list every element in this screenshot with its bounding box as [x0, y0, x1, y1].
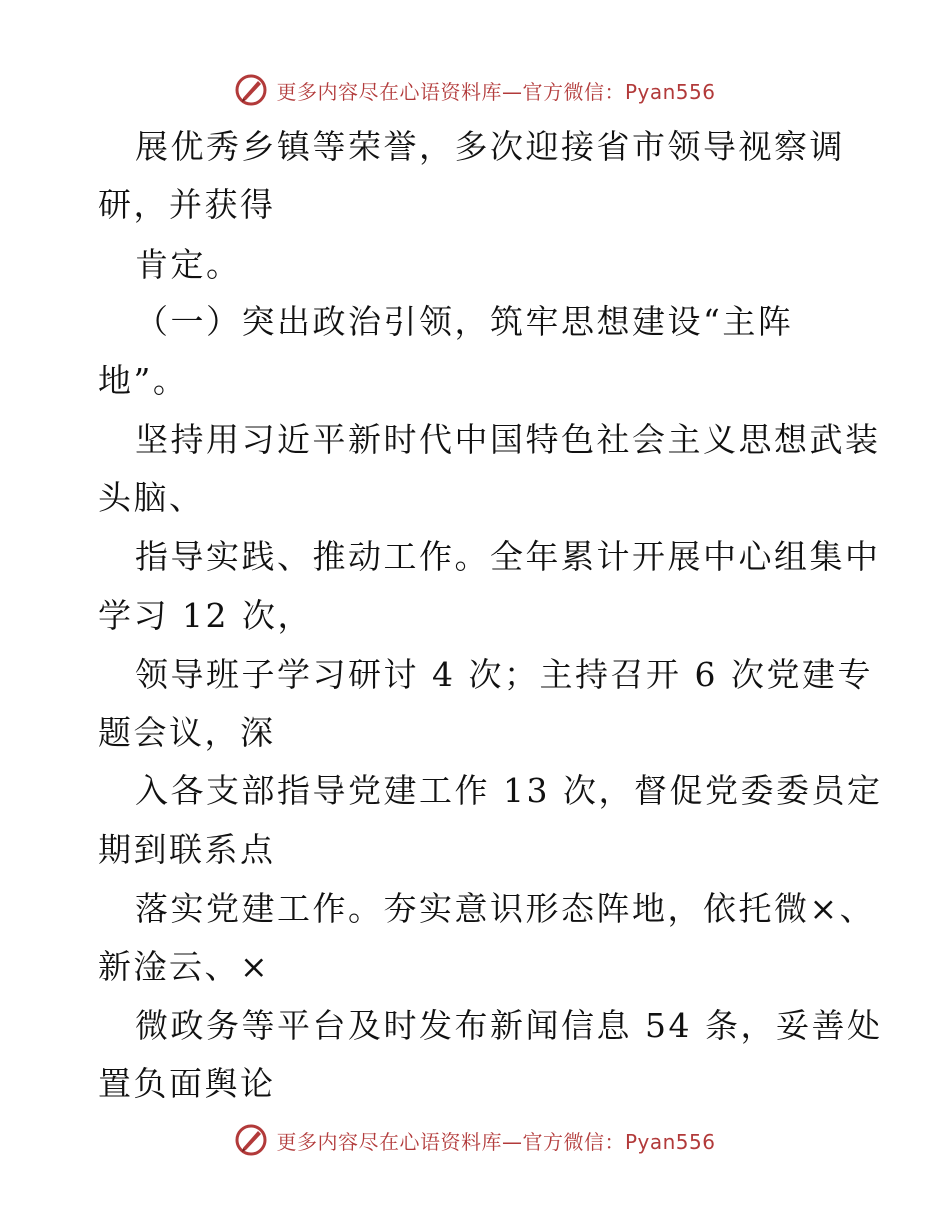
text-line: 领导班子学习研讨 4 次；主持召开 6 次党建专: [135, 655, 873, 694]
text-line: 坚持用习近平新时代中国特色社会主义思想武装: [135, 420, 881, 459]
footer-watermark: [0, 1120, 950, 1160]
text-line: 展优秀乡镇等荣誉，多次迎接省市领导视察调: [135, 127, 845, 166]
header-watermark: [0, 70, 950, 110]
text-line: 期到联系点: [98, 830, 276, 869]
text-line: 地”。: [98, 361, 189, 400]
text-line: 置负面舆论: [98, 1064, 276, 1103]
section-heading: （一）突出政治引领，筑牢思想建设“主阵: [135, 302, 794, 341]
text-line: 入各支部指导党建工作 13 次，督促党委委员定: [135, 771, 883, 810]
watermark-text: 更多内容尽在心语资料库—官方微信：Pyan556: [276, 79, 716, 104]
quill-logo-icon: [234, 1123, 268, 1157]
text-line: 肯定。: [135, 245, 242, 284]
quill-logo-icon: [234, 73, 268, 107]
text-line: 新淦云、×: [98, 947, 271, 986]
text-line: 落实党建工作。夯实意识形态阵地，依托微×、: [135, 889, 876, 928]
text-line: 题会议，深: [98, 713, 276, 752]
text-line: 研，并获得: [98, 185, 276, 224]
watermark-text: 更多内容尽在心语资料库—官方微信：Pyan556: [276, 1129, 716, 1154]
text-line: 微政务等平台及时发布新闻信息 54 条，妥善处: [135, 1006, 883, 1045]
text-line: 学习 12 次，: [98, 596, 313, 635]
text-line: 指导实践、推动工作。全年累计开展中心组集中: [135, 537, 881, 576]
text-line: 头脑、: [98, 478, 205, 517]
